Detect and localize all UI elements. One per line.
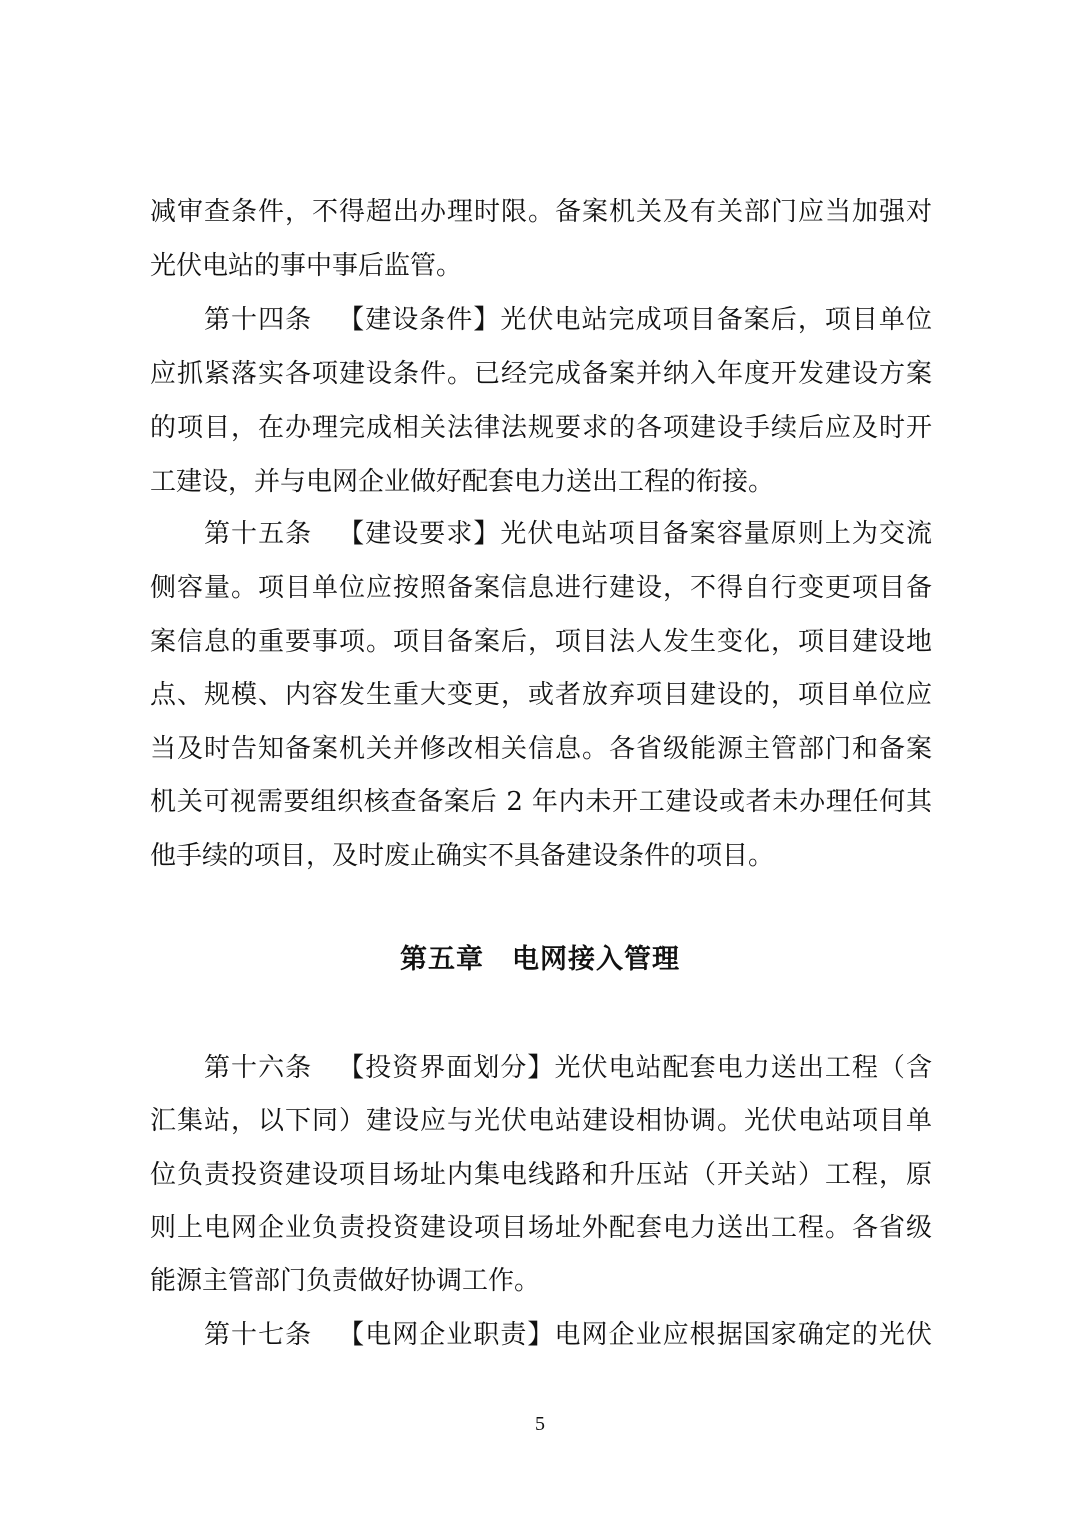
text-line: 减审查条件，不得超出办理时限。备案机关及有关部门应当加强对 [150,197,932,227]
text-line: 工建设，并与电网企业做好配套电力送出工程的衔接。 [150,467,775,497]
article-17-heading: 第十七条 [204,1320,313,1350]
chapter-heading [0,940,1080,980]
text-line: 能源主管部门负责做好协调工作。 [150,1266,541,1296]
text-line: 机关可视需要组织核查备案后 2 年内未开工建设或者未办理任何其 [150,787,932,817]
chapter-number: 第五章 [400,944,484,975]
text-line: 汇集站，以下同）建设应与光伏电站建设相协调。光伏电站项目单 [150,1106,932,1136]
article-15-heading: 第十五条 [204,519,313,549]
text-line: 当及时告知备案机关并修改相关信息。各省级能源主管部门和备案 [150,734,932,764]
article-14-text: 【建设条件】光伏电站完成项目备案后，项目单位 [338,305,932,335]
article-16-text: 【投资界面划分】光伏电站配套电力送出工程（含 [338,1053,932,1083]
chapter-title: 电网接入管理 [512,944,680,975]
article-17-first-line [204,1315,932,1355]
text-line: 位负责投资建设项目场址内集电线路和升压站（开关站）工程，原 [150,1160,932,1190]
text-line: 他手续的项目，及时废止确实不具备建设条件的项目。 [150,841,775,871]
article-16-first-line [204,1048,932,1088]
text-line: 点、规模、内容发生重大变更，或者放弃项目建设的，项目单位应 [150,680,932,710]
article-15-first-line [204,514,932,554]
article-16-heading: 第十六条 [204,1053,313,1083]
text-line: 光伏电站的事中事后监管。 [150,251,463,281]
text-line: 则上电网企业负责投资建设项目场址外配套电力送出工程。各省级 [150,1213,932,1243]
page-number: 5 [535,1413,545,1435]
text-line: 案信息的重要事项。项目备案后，项目法人发生变化，项目建设地 [150,627,932,657]
text-line: 的项目，在办理完成相关法律法规要求的各项建设手续后应及时开 [150,413,932,443]
article-17-text: 【电网企业职责】电网企业应根据国家确定的光伏 [338,1320,932,1350]
article-15-text: 【建设要求】光伏电站项目备案容量原则上为交流 [338,519,932,549]
article-14-heading: 第十四条 [204,305,313,335]
text-line: 应抓紧落实各项建设条件。已经完成备案并纳入年度开发建设方案 [150,359,932,389]
article-14-first-line [204,300,932,340]
text-line: 侧容量。项目单位应按照备案信息进行建设，不得自行变更项目备 [150,573,932,603]
